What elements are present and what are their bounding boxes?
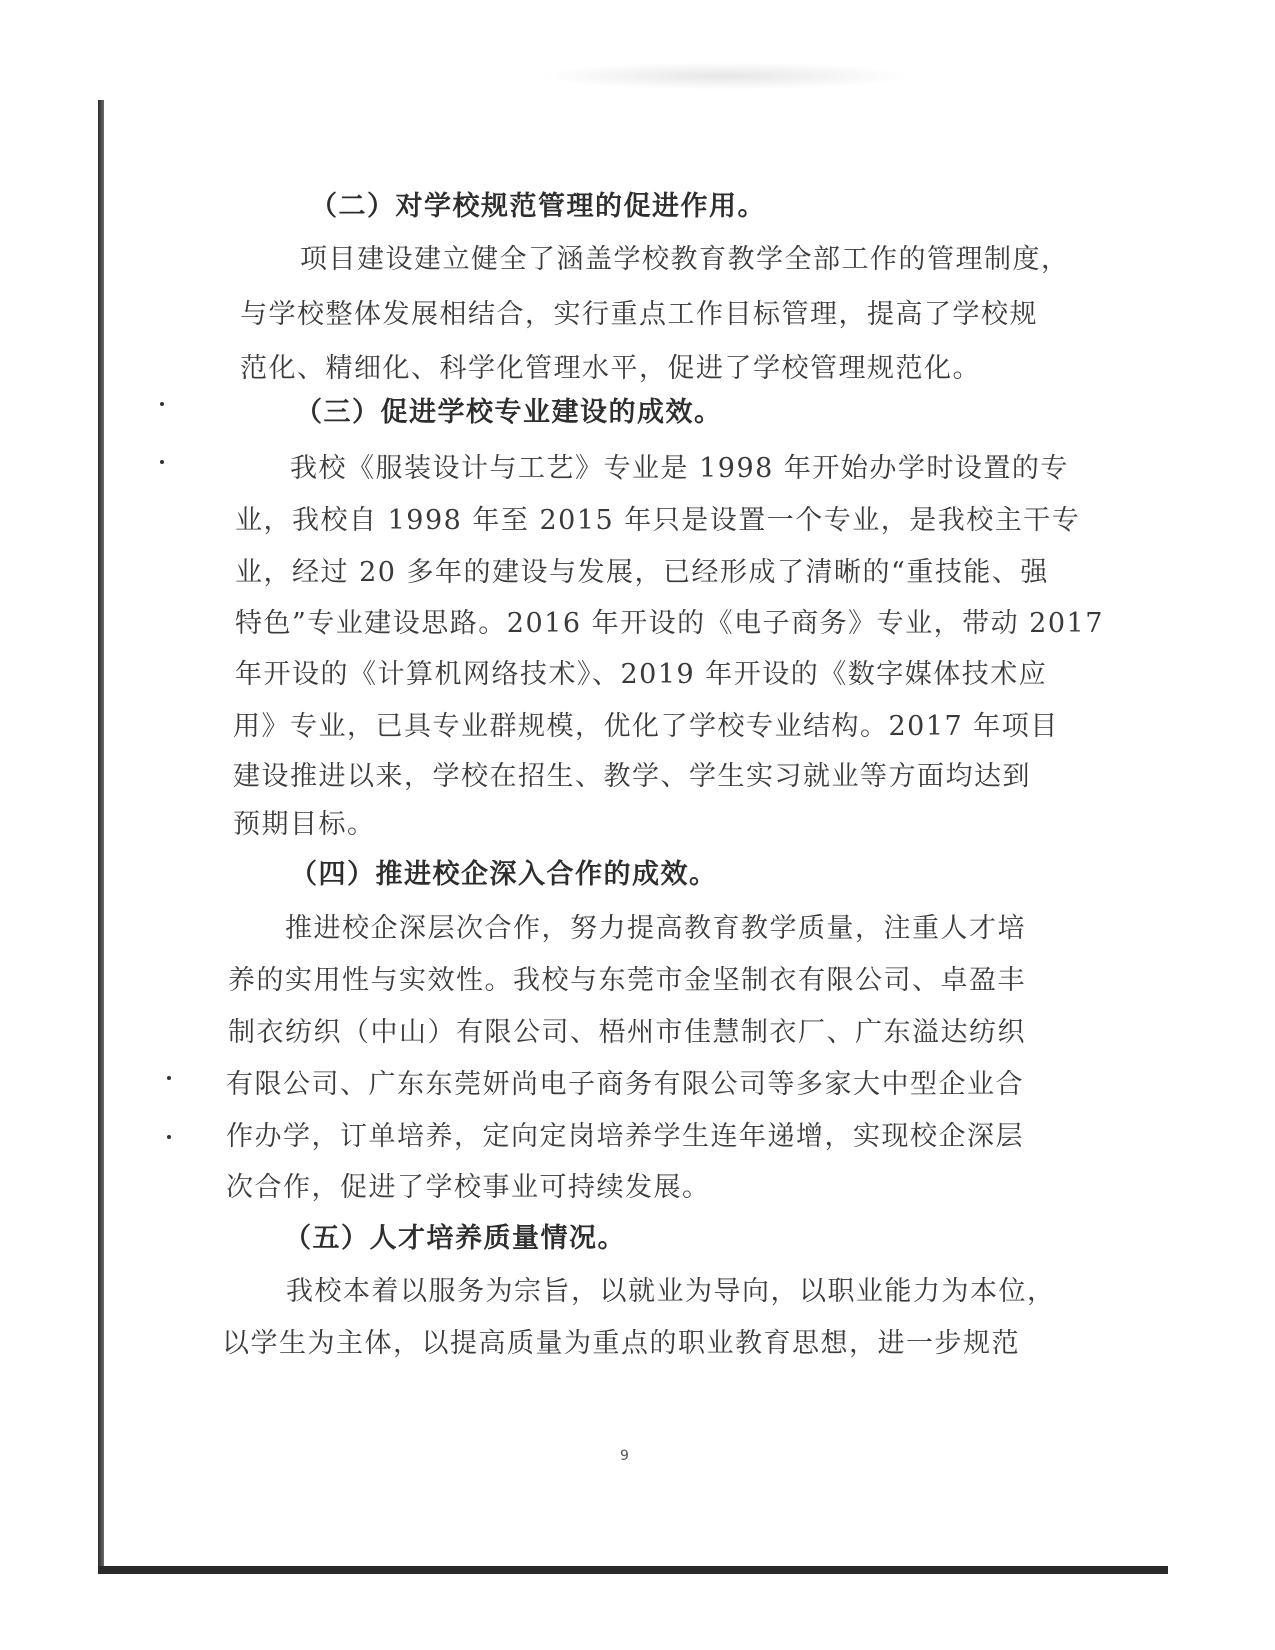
paragraph-line: 建设推进以来，学校在招生、教学、学生实习就业等方面均达到 xyxy=(233,761,1031,792)
paragraph-line: 年开设的《计算机网络技术》、2019 年开设的《数字媒体技术应 xyxy=(235,659,1048,690)
section-heading-4: （四）推进校企深入合作的成效。 xyxy=(290,859,718,890)
paragraph-line: 以学生为主体，以提高质量为重点的职业教育思想，进一步规范 xyxy=(222,1328,1020,1359)
paragraph-line: 次合作，促进了学校事业可持续发展。 xyxy=(226,1172,711,1203)
margin-dot xyxy=(167,1135,171,1139)
paragraph-line: 制衣纺织（中山）有限公司、梧州市佳慧制衣厂、广东溢达纺织 xyxy=(228,1017,1026,1048)
paragraph-line: 预期目标。 xyxy=(233,809,376,840)
paragraph-line: 范化、精细化、科学化管理水平，促进了学校管理规范化。 xyxy=(240,353,981,384)
section-heading-5: （五）人才培养质量情况。 xyxy=(284,1223,626,1254)
paragraph-line: 业，经过 20 多年的建设与发展，已经形成了清晰的“重技能、强 xyxy=(235,557,1049,588)
scan-edge-left xyxy=(98,100,104,1570)
section-heading-2: （二）对学校规范管理的促进作用。 xyxy=(310,191,766,222)
margin-dot xyxy=(160,460,164,464)
paragraph-line: 与学校整体发展相结合，实行重点工作目标管理，提高了学校规 xyxy=(240,299,1038,330)
paragraph-line: 我校《服装设计与工艺》专业是 1998 年开始办学时设置的专 xyxy=(290,453,1069,484)
paragraph-line: 有限公司、广东东莞妍尚电子商务有限公司等多家大中型企业合 xyxy=(226,1069,1024,1100)
page-number: 9 xyxy=(620,1448,629,1464)
paragraph-line: 特色”专业建设思路。2016 年开设的《电子商务》专业，带动 2017 xyxy=(235,608,1104,639)
scan-edge-bottom xyxy=(98,1566,1168,1574)
paragraph-line: 养的实用性与实效性。我校与东莞市金坚制衣有限公司、卓盈丰 xyxy=(228,965,1026,996)
margin-dot xyxy=(160,402,164,406)
paragraph-line: 业，我校自 1998 年至 2015 年只是设置一个专业，是我校主干专 xyxy=(235,505,1081,536)
paragraph-line: 项目建设建立健全了涵盖学校教育教学全部工作的管理制度， xyxy=(300,244,1070,275)
paragraph-line: 推进校企深层次合作，努力提高教育教学质量，注重人才培 xyxy=(285,913,1026,944)
paragraph-line: 作办学，订单培养，定向定岗培养学生连年递增，实现校企深层 xyxy=(226,1121,1024,1152)
paragraph-line: 我校本着以服务为宗旨，以就业为导向，以职业能力为本位， xyxy=(286,1276,1056,1307)
scan-header-smudge xyxy=(540,62,910,90)
paragraph-line: 用》专业，已具专业群规模，优化了学校专业结构。2017 年项目 xyxy=(233,711,1059,742)
section-heading-3: （三）促进学校专业建设的成效。 xyxy=(295,397,723,428)
margin-dot xyxy=(167,1076,171,1080)
